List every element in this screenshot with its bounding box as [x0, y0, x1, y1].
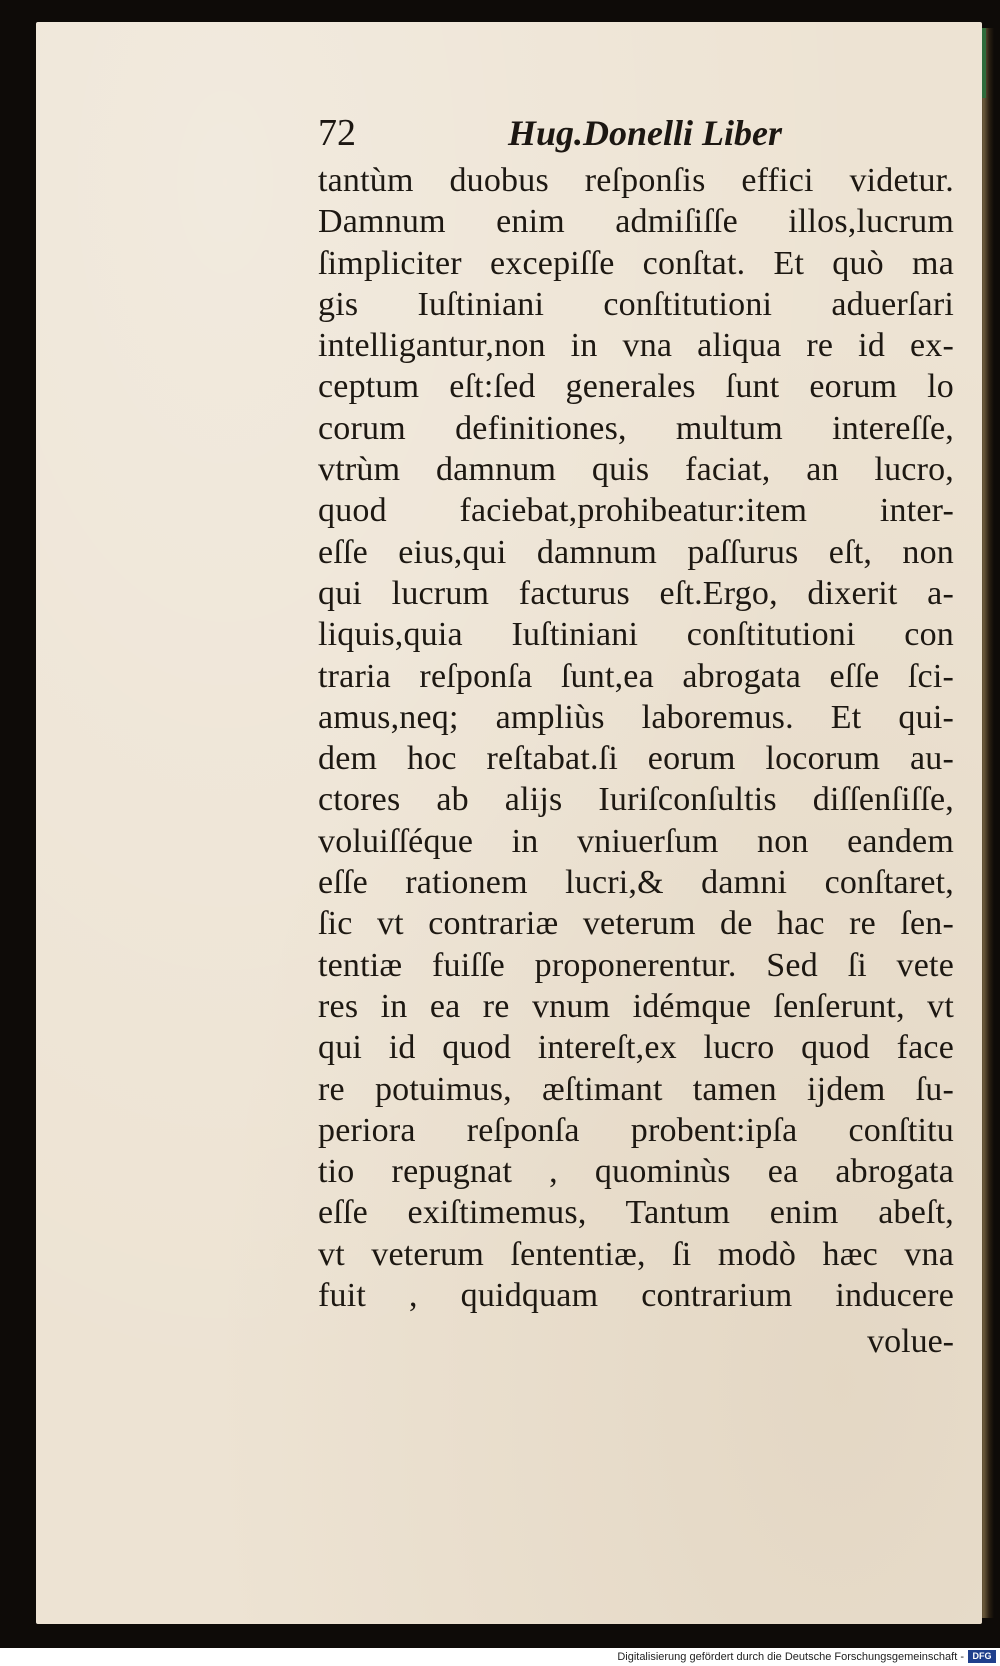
text-line: amus,neq; ampliùs laboremus. Et qui-	[318, 698, 954, 736]
text-line: gis Iuſtiniani conſtitutioni aduerſari	[318, 285, 954, 323]
digitization-footer	[0, 1648, 1000, 1666]
text-line: vtrùm damnum quis faciat, an lucro,	[318, 451, 954, 489]
text-line: corum definitiones, multum intereſſe,	[318, 409, 954, 447]
text-line: re potuimus, æſtimant tamen ijdem ſu-	[318, 1070, 954, 1108]
text-line: fuit , quidquam contrarium inducere	[318, 1277, 954, 1315]
text-line: tantùm duobus reſponſis effici videtur.	[318, 162, 954, 199]
running-head-title: Hug.Donelli Liber	[508, 113, 783, 153]
dfg-logo: DFG	[968, 1650, 996, 1663]
text-line: ctores ab alijs Iuriſconſultis diſſenſiſſe,	[318, 781, 954, 819]
text-line: dem hoc reſtabat.ſi eorum locorum au-	[318, 740, 954, 778]
running-head	[318, 108, 958, 158]
text-line: intelligantur,non in vna aliqua re id ex-	[318, 327, 954, 365]
text-line: res in ea re vnum idémque ſenſerunt, vt	[318, 987, 954, 1025]
funding-credit: Digitalisierung gefördert durch die Deutsche Forschungsgemeinschaft -	[617, 1651, 964, 1663]
text-line: tio repugnat , quominùs ea abrogata	[318, 1153, 954, 1191]
text-line: ceptum eſt:ſed generales ſunt eorum lo	[318, 368, 954, 406]
text-line: voluiſſéque in vniuerſum non eandem	[318, 822, 954, 860]
text-line: Damnum enim admiſiſſe illos,lucrum	[318, 203, 954, 241]
text-line: eſſe eius,qui damnum paſſurus eſt, non	[318, 533, 954, 571]
text-line: ſimpliciter excepiſſe conſtat. Et quò ma	[318, 244, 954, 282]
text-line: qui id quod intereſt,ex lucro quod face	[318, 1029, 954, 1067]
text-line: eſſe rationem lucri,& damni conſtaret,	[318, 864, 954, 902]
page-number: 72	[318, 112, 356, 154]
catchword: volue-	[867, 1323, 954, 1360]
text-line: qui lucrum facturus eſt.Ergo, dixerit a-	[318, 574, 954, 612]
text-line: periora reſponſa probent:ipſa conſtitu	[318, 1111, 954, 1149]
text-line: eſſe exiſtimemus, Tantum enim abeſt,	[318, 1194, 954, 1232]
text-line: traria reſponſa ſunt,ea abrogata eſſe ſci-	[318, 657, 954, 695]
text-line: quod faciebat,prohibeatur:item inter-	[318, 492, 954, 530]
text-line: ſic vt contrariæ veterum de hac re ſen-	[318, 905, 954, 943]
body-text	[318, 160, 954, 1316]
text-line: liquis,quia Iuſtiniani conſtitutioni con	[318, 616, 954, 654]
text-line: tentiæ fuiſſe proponerentur. Sed ſi vete	[318, 946, 954, 984]
text-line: vt veterum ſententiæ, ſi modò hæc vna	[318, 1235, 954, 1273]
